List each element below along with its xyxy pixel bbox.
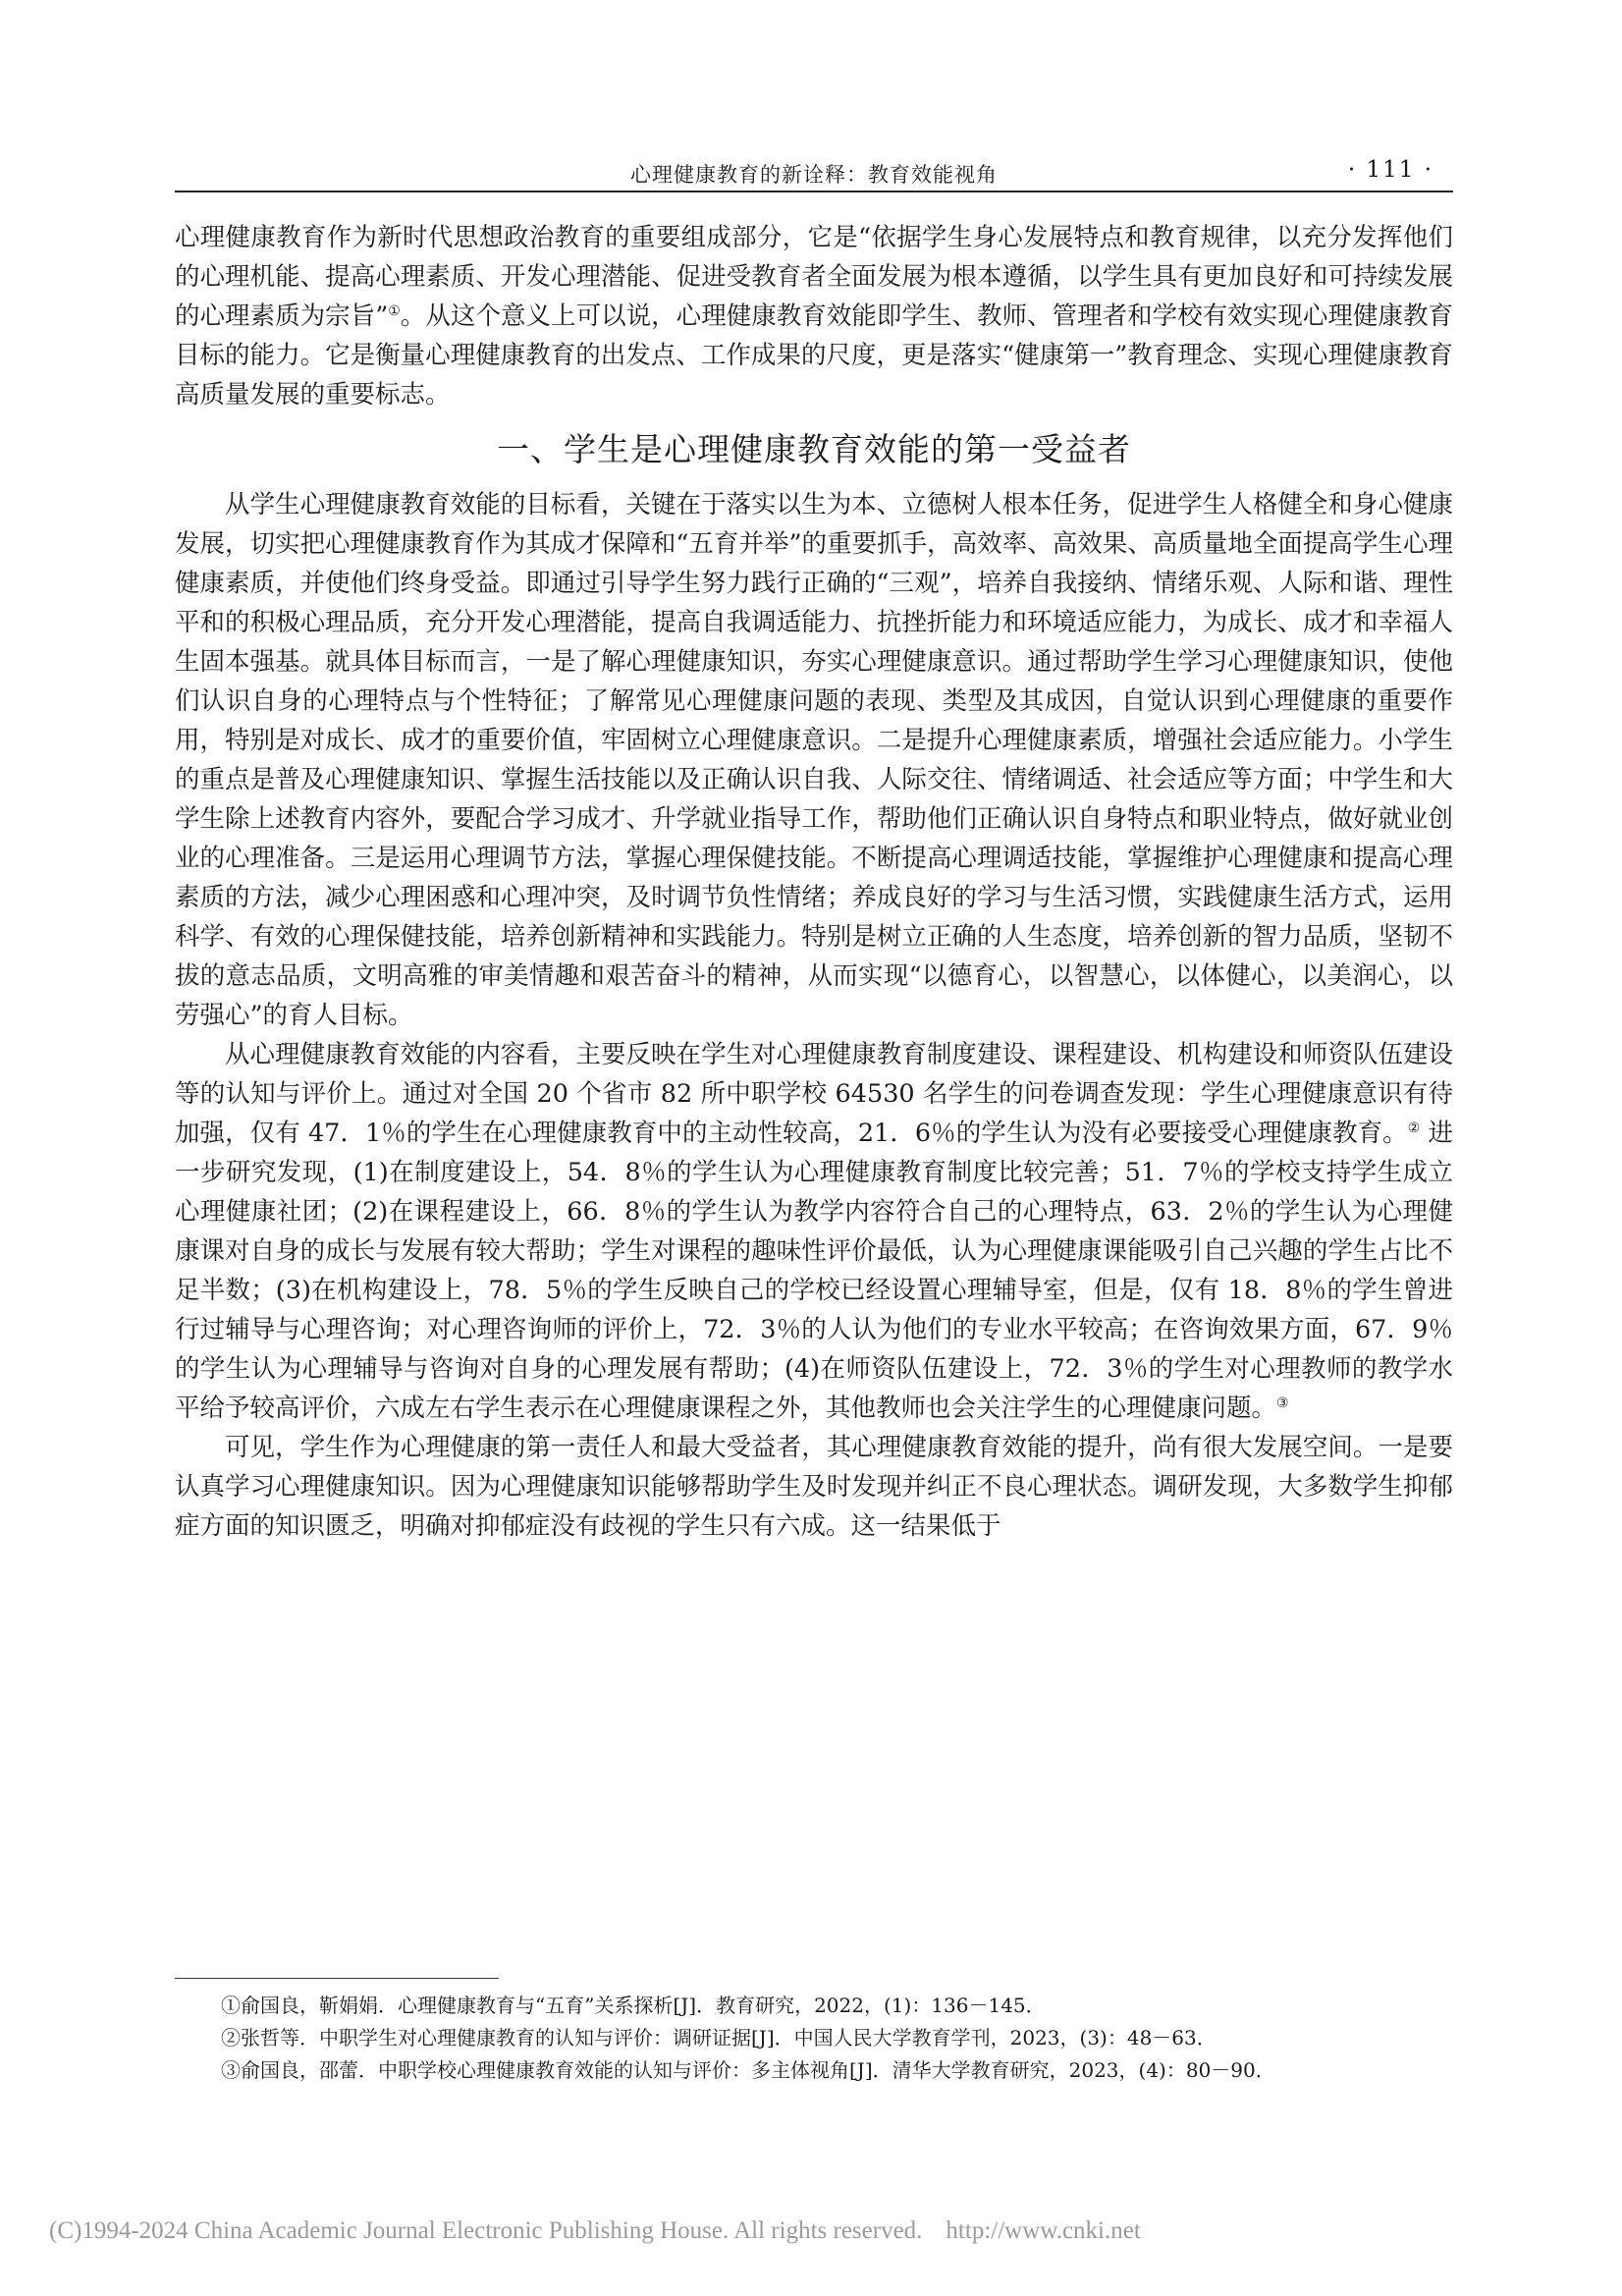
footnote-2: ②张哲等．中职学生对心理健康教育的认知与评价：调研证据[J]．中国人民大学教育学刊，2023，(3)：48－63． [221,2026,1216,2050]
paragraph-text: 进一步研究发现，(1)在制度建设上，54．8％的学生认为心理健康教育制度比较完善；51．7％的学校支持学生成立心理健康社团；(2)在课程建设上，66．8％的学生认为教学内容符合自己的心理特点，63．2％的学生认为心理健康课对自身的成长与发展有较大帮助；学生对课程的趣味性评价最低，认为心理健康课能吸引自己兴趣的学生占比不足半数；(3)在机构建设上，78．5％的学生反映自己的学校已经设置心理辅导室，但是，仅有 18．8％的学生曾进行过辅导与心理咨询；对心理咨询师的评价上，72．3％的人认为他们的专业水平较高；在咨询效果方面，67．9％的学生认为心理辅导与咨询对自身的心理发展有帮助；(4)在师资队伍建设上，72．3％的学生对心理教师的教学水平给予较高评价，六成左右学生表示在心理健康课程之外，其他教师也会关注学生的心理健康问题。 [175,1119,1453,1423]
copyright-text: (C)1994-2024 China Academic Journal Electronic Publishing House. All rights reserved. [49,2217,923,2244]
paragraph-conclusion: 可见，学生作为心理健康的第一责任人和最大受益者，其心理健康教育效能的提升，尚有很大发展空间。一是要认真学习心理健康知识。因为心理健康知识能够帮助学生及时发现并纠正不良心理状态。调研发现，大多数学生抑郁症方面的知识匮乏，明确对抑郁症没有歧视的学生只有六成。这一结果低于 [175,1433,1453,1541]
footnotes [221,1990,1453,2087]
running-title: 心理健康教育的新诠释：教育效能视角 [630,163,998,187]
paragraph-goals: 从学生心理健康教育效能的目标看，关键在于落实以生为本、立德树人根本任务，促进学生人格健全和身心健康发展，切实把心理健康教育作为其成才保障和“五育并举”的重要抓手，高效率、高效果、高质量地全面提高学生心理健康素质，并使他们终身受益。即通过引导学生努力践行正确的“三观”，培养自我接纳、情绪乐观、人际和谐、理性平和的积极心理品质，充分开发心理潜能，提高自我调适能力、抗挫折能力和环境适应能力，为成长、成才和幸福人生固本强基。就具体目标而言，一是了解心理健康知识，夯实心理健康意识。通过帮助学生学习心理健康知识，使他们认识自身的心理特点与个性特征；了解常见心理健康问题的表现、类型及其成因，自觉认识到心理健康的重要作用，特别是对成长、成才的重要价值，牢固树立心理健康意识。二是提升心理健康素质，增强社会适应能力。小学生的重点是普及心理健康知识、掌握生活技能以及正确认识自我、人际交往、情绪调适、社会适应等方面；中学生和大学生除上述教育内容外，要配合学习成才、升学就业指导工作，帮助他们正确认识自身特点和职业特点，做好就业创业的心理准备。三是运用心理调节方法，掌握心理保健技能。不断提高心理调适技能，掌握维护心理健康和提高心理素质的方法，减少心理困惑和心理冲突，及时调节负性情绪；养成良好的学习与生活习惯，实践健康生活方式，运用科学、有效的心理保健技能，培养创新精神和实践能力。特别是树立正确的人生态度，培养创新的智力品质，坚韧不拔的意志品质，文明高雅的审美情趣和艰苦奋斗的精神，从而实现“以德育心，以智慧心，以体健心，以美润心，以劳强心”的育人目标。 [175,490,1453,1030]
footnote-divider [175,1978,499,1979]
paragraph-intro [175,218,1453,414]
paragraph-text: 心理健康教育作为新时代思想政治教育的重要组成部分，它是“依据学生身心发展特点和教育规律，以充分发挥他们的心理机能、提高心理素质、开发心理潜能、促进受教育者全面发展为根本遵循，以学生具有更加良好和可持续发展的心理素质为宗旨” [175,223,1453,331]
footnote-1: ①俞国良，靳娟娟．心理健康教育与“五育”关系探析[J]．教育研究，2022，(1)：136－145． [221,1994,1046,2017]
running-header [175,155,1453,192]
footnote-3: ③俞国良，邵蕾．中职学校心理健康教育效能的认知与评价：多主体视角[J]．清华大学教育研究，2023，(4)：80－90． [221,2058,1275,2082]
section-heading: 一、学生是心理健康教育效能的第一受益者 [497,430,1131,468]
copyright-watermark [49,2217,1581,2245]
paragraph-text: 。从这个意义上可以说，心理健康教育效能即学生、教师、管理者和学校有效实现心理健康教育目标的能力。它是衡量心理健康教育的出发点、工作成果的尺度，更是落实“健康第一”教育理念、实现心理健康教育高质量发展的重要标志。 [175,301,1453,410]
cnki-url[interactable]: http://www.cnki.net [946,2217,1141,2244]
paragraph-text: 从心理健康教育效能的内容看，主要反映在学生对心理健康教育制度建设、课程建设、机构建设和师资队伍建设等的认知与评价上。通过对全国 20 个省市 82 所中职学校 64530 名学生的问卷调查发现：学生心理健康意识有待加强，仅有 47．1％的学生在心理健康教育中的主动性较高，21．6％的学生认为没有必要接受心理健康教育。 [175,1040,1453,1148]
footnote-ref-1[interactable]: ① [388,303,401,319]
paragraph-content [175,1035,1453,1428]
article-body [175,218,1453,1546]
footnote-ref-2[interactable]: ② [1407,1121,1421,1136]
footnote-ref-3[interactable]: ③ [1276,1395,1289,1411]
page-number: · 111 · [1347,157,1433,183]
